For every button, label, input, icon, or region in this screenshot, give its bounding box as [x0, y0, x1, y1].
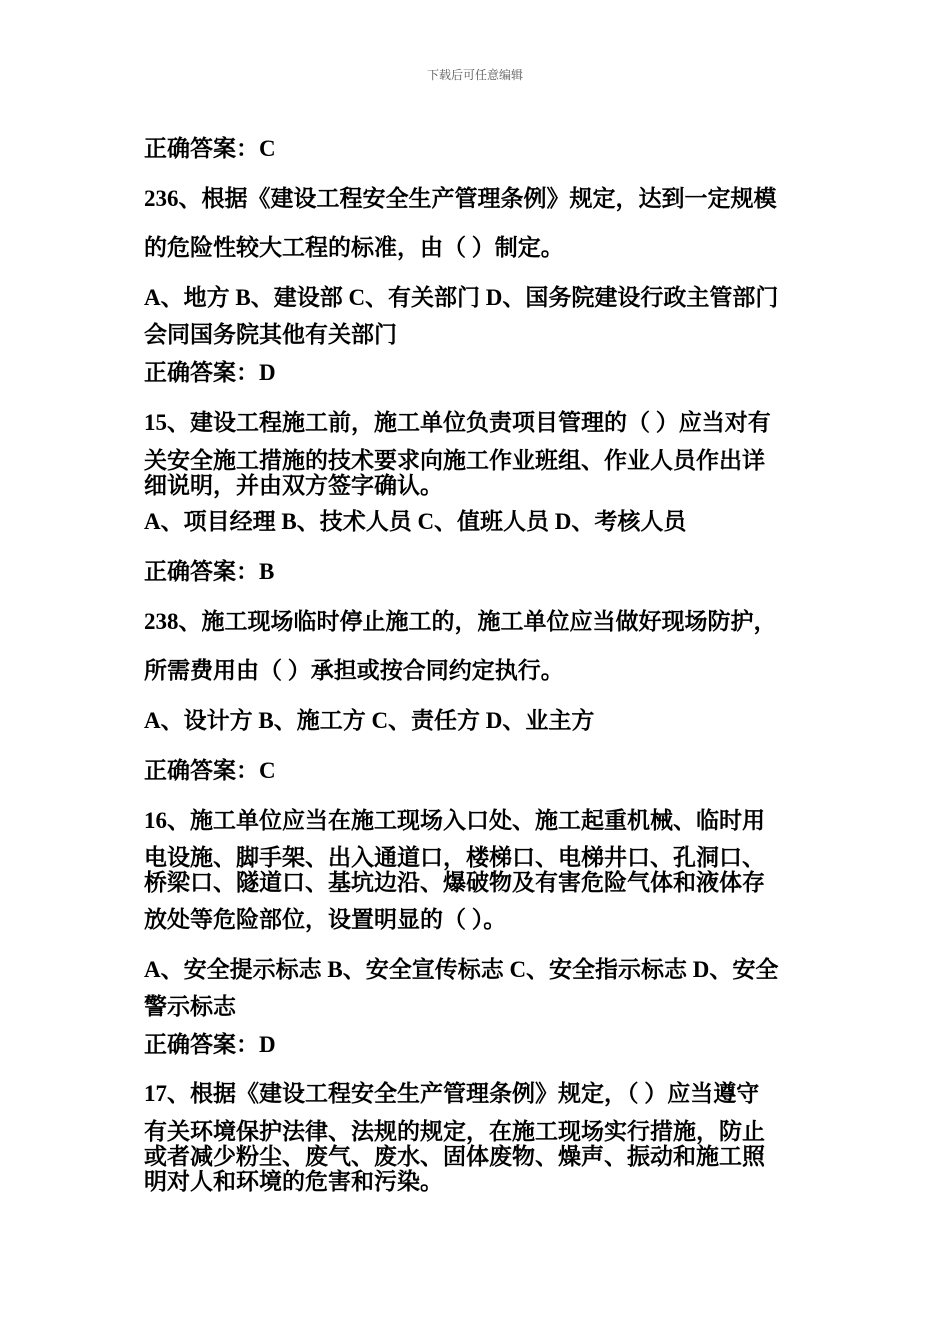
answer-16: 正确答案：D	[144, 1032, 276, 1057]
question-15-line-1: 15、建设工程施工前，施工单位负责项目管理的（ ）应当对有	[144, 410, 771, 435]
question-236-line-2: 的危险性较大工程的标准，由（ ）制定。	[144, 235, 564, 260]
options-236-line-2: 会同国务院其他有关部门	[144, 322, 397, 347]
page-header: 下载后可任意编辑	[426, 68, 523, 82]
options-15: A、项目经理 B、技术人员 C、值班人员 D、考核人员	[144, 509, 687, 534]
question-17-line-1: 17、根据《建设工程安全生产管理条例》规定，（ ）应当遵守	[144, 1081, 760, 1106]
options-236-line-1: A、地方 B、建设部 C、有关部门 D、国务院建设行政主管部门	[144, 285, 779, 310]
question-238-line-1: 238、施工现场临时停止施工的，施工单位应当做好现场防护，	[144, 609, 777, 634]
question-238-line-2: 所需费用由（ ）承担或按合同约定执行。	[144, 658, 564, 683]
answer-238: 正确答案：C	[144, 758, 276, 783]
question-15-line-3: 细说明，并由双方签字确认。	[144, 473, 443, 498]
question-16-line-2: 电设施、脚手架、出入通道口，楼梯口、电梯井口、孔洞口、	[144, 845, 765, 870]
question-17-line-2: 有关环境保护法律、法规的规定，在施工现场实行措施，防止	[144, 1119, 765, 1144]
answer-line: 正确答案：C	[144, 136, 276, 161]
question-236-line-1: 236、根据《建设工程安全生产管理条例》规定，达到一定规模	[144, 186, 777, 211]
options-16-line-1: A、安全提示标志 B、安全宣传标志 C、安全指示标志 D、安全	[144, 957, 779, 982]
question-15-line-2: 关安全施工措施的技术要求向施工作业班组、作业人员作出详	[144, 448, 765, 473]
answer-236: 正确答案：D	[144, 360, 276, 385]
question-17-line-4: 明对人和环境的危害和污染。	[144, 1169, 443, 1194]
question-16-line-4: 放处等危险部位，设置明显的（ ）。	[144, 907, 507, 932]
options-16-line-2: 警示标志	[144, 994, 236, 1019]
options-238: A、设计方 B、施工方 C、责任方 D、业主方	[144, 708, 595, 733]
answer-15: 正确答案：B	[144, 559, 275, 584]
question-16-line-1: 16、施工单位应当在施工现场入口处、施工起重机械、临时用	[144, 808, 765, 833]
question-17-line-3: 或者减少粉尘、废气、废水、固体废物、燥声、振动和施工照	[144, 1144, 765, 1169]
question-16-line-3: 桥梁口、隧道口、基坑边沿、爆破物及有害危险气体和液体存	[144, 870, 765, 895]
